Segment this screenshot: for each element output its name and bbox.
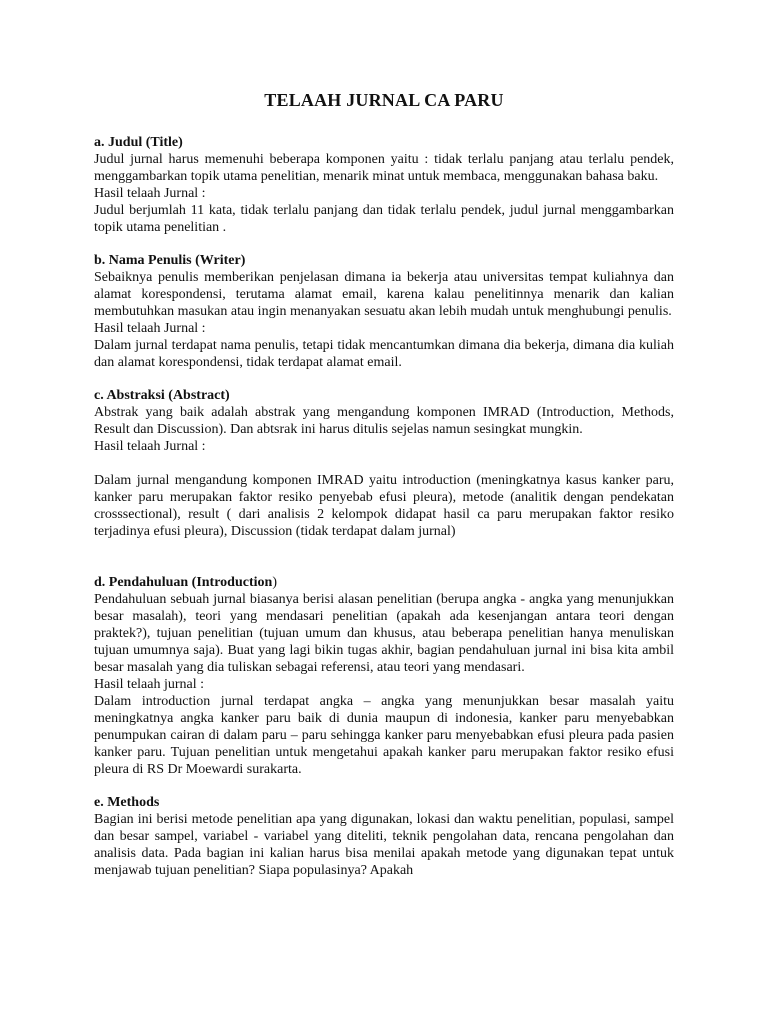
section-writer <box>94 252 674 371</box>
document-page <box>94 88 674 895</box>
section-body: Sebaiknya penulis memberikan penjelasan dimana ia bekerja atau universitas tempat kuliahnya dan alamat korespondensi, terutama alamat email, karena kalau penelitinnya menarik dan kalian membutuhkan masukan atau ingin menanyakan sesuatu akan lebih mudah untuk menghubungi penulis. <box>94 270 674 319</box>
section-heading <box>94 574 674 591</box>
section-heading: e. Methods <box>94 795 160 810</box>
result-label: Hasil telaah Jurnal : <box>94 186 206 201</box>
section-body: Abstrak yang baik adalah abstrak yang mengandung komponen IMRAD (Introduction, Methods, Result dan Discussion). Dan abtsrak ini harus ditulis sejelas namun sesingkat mungkin. <box>94 405 674 437</box>
document-title: TELAAH JURNAL CA PARU <box>264 90 504 110</box>
section-body: Judul jurnal harus memenuhi beberapa komponen yaitu : tidak terlalu panjang atau terlalu pendek, menggambarkan topik utama penelitian, menarik minat untuk membaca, menggunakan bahasa baku. <box>94 152 674 184</box>
result-label: Hasil telaah Jurnal : <box>94 439 206 454</box>
result-text: Dalam introduction jurnal terdapat angka – angka yang menunjukkan besar masalah yaitu meningkatnya angka kanker paru baik di dunia maupun di indonesia, kanker paru menyebabkan penumpukan cairan di dalam paru – paru sehingga kanker paru menyebabkan efusi pleura pada pasien kanker paru. Tujuan penelitian untuk mengetahui apakah kanker paru merupakan faktor resiko efusi pleura di RS Dr Moewardi surakarta. <box>94 694 674 777</box>
section-methods <box>94 794 674 879</box>
result-text: Judul berjumlah 11 kata, tidak terlalu panjang dan tidak terlalu pendek, judul jurnal menggambarkan topik utama penelitian . <box>94 203 674 235</box>
heading-text: d. Pendahuluan (Introduction <box>94 575 273 590</box>
section-title <box>94 134 674 236</box>
section-heading: b. Nama Penulis (Writer) <box>94 253 246 268</box>
result-label: Hasil telaah jurnal : <box>94 677 205 692</box>
section-heading: c. Abstraksi (Abstract) <box>94 388 230 403</box>
section-body: Bagian ini berisi metode penelitian apa yang digunakan, lokasi dan waktu penelitian, populasi, sampel dan besar sampel, variabel - variabel yang diteliti, teknik pengolahan data, rencana pengolahan dan analisis data. Pada bagian ini kalian harus bisa menilai apakah metode yang digunakan tepat untuk menjawab tujuan penelitian? Siapa populasinya? Apakah <box>94 812 674 878</box>
section-introduction <box>94 574 674 778</box>
result-text: Dalam jurnal mengandung komponen IMRAD yaitu introduction (meningkatnya kasus kanker paru, kanker paru merupakan faktor resiko penyebab efusi pleura), metode (analitik dengan pendekatan crosssectional), result ( dari analisis 2 kelompok didapat hasil ca paru merupakan faktor resiko terjadinya efusi pleura), Discussion (tidak terdapat dalam jurnal) <box>94 473 674 539</box>
section-body: Pendahuluan sebuah jurnal biasanya berisi alasan penelitian (berupa angka - angka yang menunjukkan besar masalah), teori yang mendasari penelitian (apakah ada kesenjangan antara teori dengan praktek?), tujuan penelitian (tujuan umum dan khusus, atau beberapa penelitian hanya menuliskan tujuan umumnya saja). Buat yang lagi bikin tugas akhir, bagian pendahuluan jurnal ini bisa kita ambil besar masalah yang dia tuliskan sebagai referensi, atau teori yang mendasari. <box>94 592 674 675</box>
section-abstract <box>94 387 674 540</box>
section-heading: a. Judul (Title) <box>94 135 183 150</box>
result-text: Dalam jurnal terdapat nama penulis, tetapi tidak mencantumkan dimana dia bekerja, dimana dia kuliah dan alamat korespondensi, tidak terdapat alamat email. <box>94 338 674 370</box>
heading-paren: ) <box>272 575 277 590</box>
blank-line <box>94 455 674 472</box>
blank-line <box>94 556 674 574</box>
result-label: Hasil telaah Jurnal : <box>94 321 206 336</box>
